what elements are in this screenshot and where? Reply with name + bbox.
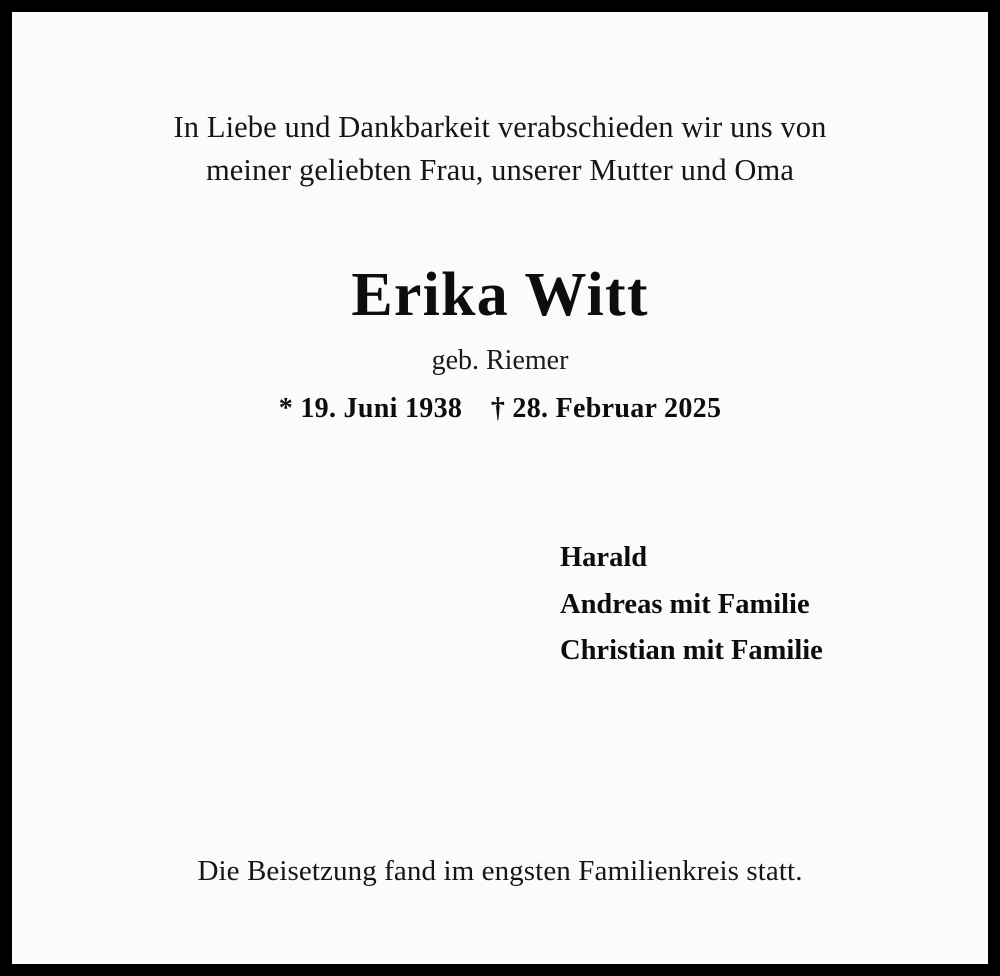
mourners-list bbox=[52, 535, 948, 674]
list-item: Andreas mit Familie bbox=[560, 588, 810, 620]
death-date: † 28. Februar 2025 bbox=[490, 393, 722, 425]
life-dates bbox=[52, 393, 948, 425]
notice-inner bbox=[12, 12, 988, 964]
intro-line-1: In Liebe und Dankbarkeit verabschieden wir uns von bbox=[173, 110, 827, 144]
birth-date: * 19. Juni 1938 bbox=[278, 393, 463, 425]
burial-note: Die Beisetzung fand im engsten Familienkreis statt. bbox=[197, 855, 803, 887]
list-item: Christian mit Familie bbox=[560, 635, 823, 667]
intro-text bbox=[52, 106, 948, 193]
list-item: Harald bbox=[560, 542, 648, 574]
maiden-name: geb. Riemer bbox=[431, 344, 569, 376]
deceased-name: Erika Witt bbox=[351, 260, 649, 329]
intro-line-2: meiner geliebten Frau, unserer Mutter und Oma bbox=[205, 153, 795, 188]
name-block bbox=[52, 260, 948, 426]
